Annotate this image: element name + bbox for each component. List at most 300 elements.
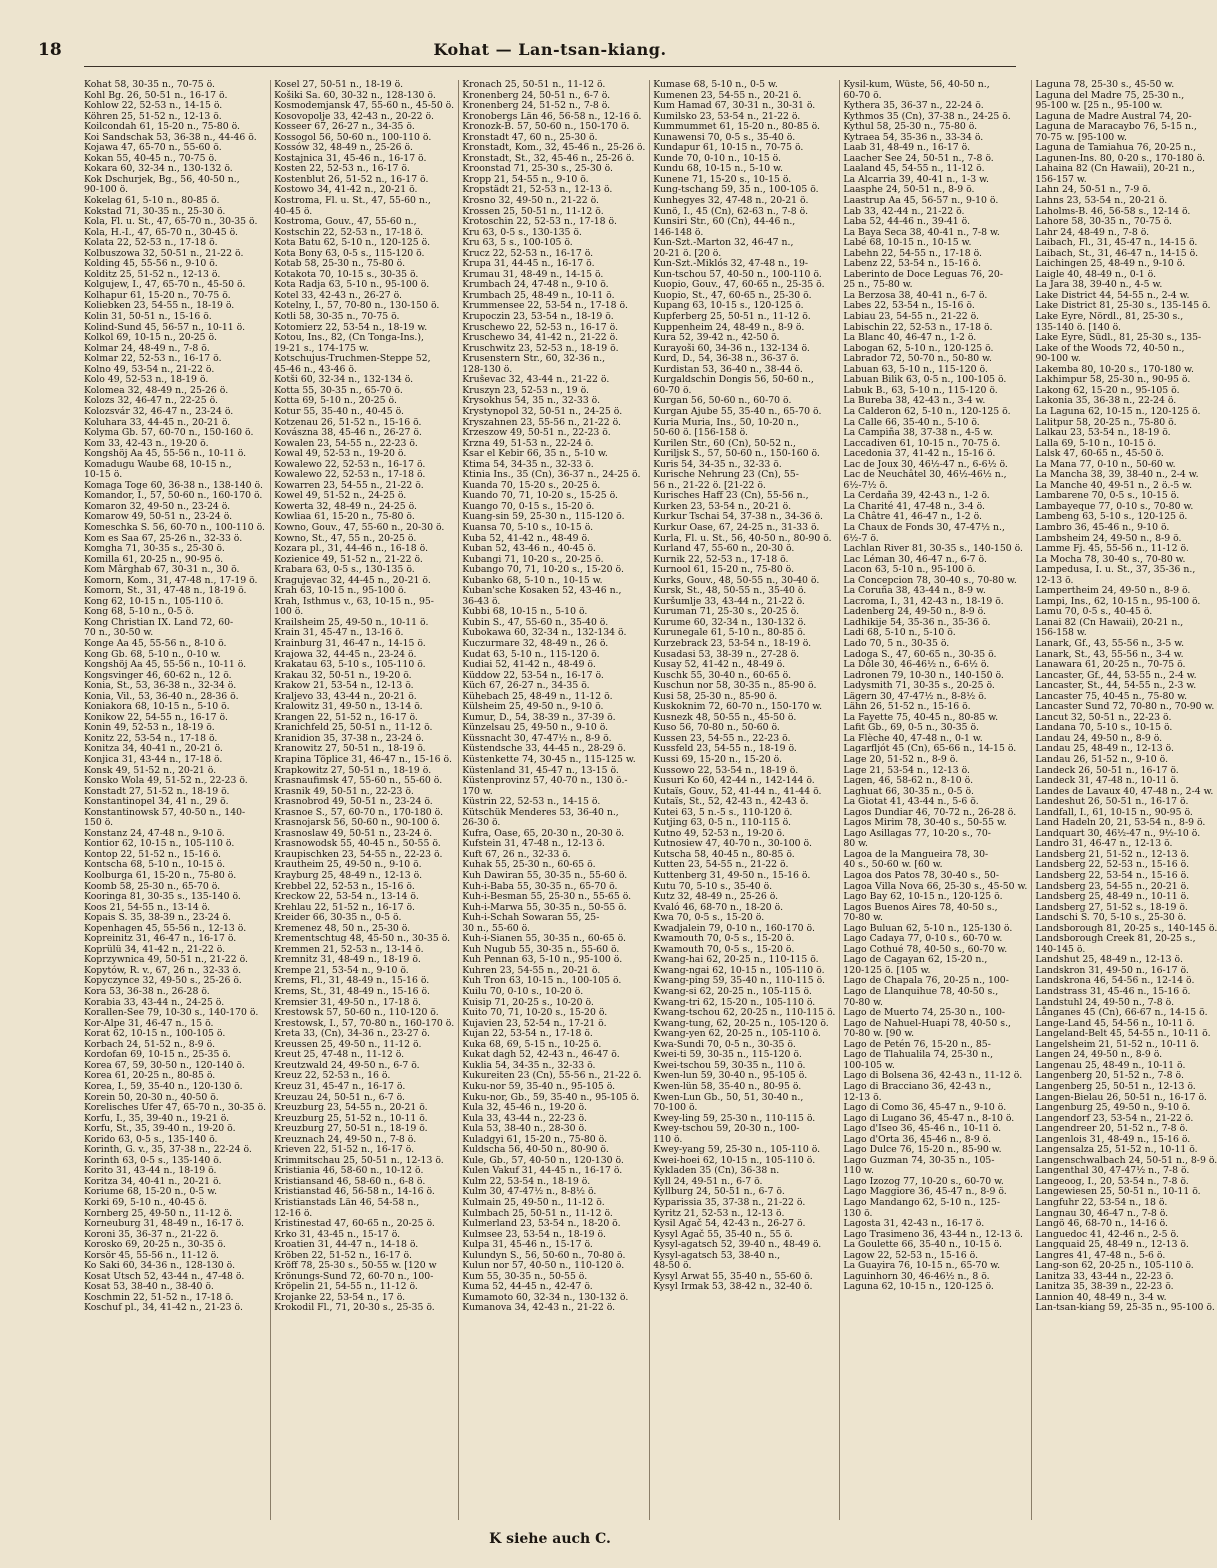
index-entry: Kuku-nor 59, 35-40 n., 95-105 ö. xyxy=(462,1080,616,1092)
index-entry: Kotschujus-Truchmen-Steppe 52, xyxy=(274,353,431,365)
index-entry: Konstantinopel 34, 41 n., 29 ö. xyxy=(84,796,229,808)
index-entry: Kusi 58, 25-30 n., 85-90 ö. xyxy=(653,690,778,702)
index-entry: 70-100 ö. xyxy=(653,1102,698,1114)
index-entry: Kolo 49, 52-53 n., 18-19 ö. xyxy=(84,374,209,386)
index-entry: 56 n., 21-22 ö. [21-22 ö. xyxy=(653,479,766,491)
index-entry: Krasnobrod 49, 50-51 n., 23-24 ö. xyxy=(274,796,433,808)
index-entry: Lago Buluan 62, 5-10 n., 125-130 ö. xyxy=(843,922,1013,934)
index-entry: Kysyl Irmak 53, 38-42 n., 32-40 ö. xyxy=(653,1281,813,1293)
index-entry: Koluhara 33, 44-45 n., 20-21 ö. xyxy=(84,416,231,428)
index-entry: Kulmbach 25, 50-51 n., 11-12 ö. xyxy=(462,1207,613,1219)
index-entry: Lago di Bracciano 36, 42-43 n., xyxy=(843,1080,992,1092)
index-entry: Krah, Isthmus v., 63, 10-15 n., 95- xyxy=(274,595,434,607)
index-entry: Kruschewo 22, 52-53 n., 16-17 ö. xyxy=(462,321,619,333)
index-column xyxy=(84,80,266,1520)
index-entry: Lalla 69, 5-10 n., 10-15 ö. xyxy=(1035,437,1157,449)
index-entry: 12-13 ö. xyxy=(1035,574,1074,586)
index-entry: Landsberg 22, 52-53 n., 15-16 ö. xyxy=(1035,859,1190,871)
index-entry: Kuanda 70, 15-20 s., 20-25 ö. xyxy=(462,479,601,491)
index-entry: Kussen 23, 54-55 n., 22-23 ö. xyxy=(653,732,791,744)
index-entry: Kula 53, 38-40 n., 28-30 ö. xyxy=(462,1123,587,1135)
index-entry: Kongshöj Aa 45, 55-56 n., 10-11 ö. xyxy=(84,659,247,671)
index-entry: Langenthal 30, 47-47½ n., 7-8 ö. xyxy=(1035,1165,1190,1177)
index-entry: Kom Mârghab 67, 30-31 n., 30 ö. xyxy=(84,564,240,576)
index-entry: Küstrin 22, 52-53 n., 14-15 ö. xyxy=(462,796,601,808)
index-entry: La Chaux de Fonds 30, 47-47½ n., xyxy=(843,521,1005,533)
index-entry: Lancut 32, 50-51 n., 22-23 ö. xyxy=(1035,711,1172,723)
index-entry: Kussowo 22, 53-54 n., 18-19 ö. xyxy=(653,764,799,776)
index-entry: Korneuburg 31, 48-49 n., 16-17 ö. xyxy=(84,1218,244,1230)
index-entry: Kowarren 23, 54-55 n., 21-22 ö. xyxy=(274,479,424,491)
index-entry: Landsberg 21, 51-52 n., 12-13 ö. xyxy=(1035,848,1190,860)
index-entry: Laguna del Madre 75, 25-30 n., xyxy=(1035,89,1185,101)
index-entry: Kozara pl., 31, 44-46 n., 16-18 ö. xyxy=(274,543,429,555)
index-entry: Kolyma Gb. 57, 60-70 n., 150-160 ö. xyxy=(84,427,254,439)
index-entry: La Calderon 62, 5-10 n., 120-125 ö. xyxy=(843,405,1011,417)
index-entry: Laibach, Fl., 31, 45-47 n., 14-15 ö. xyxy=(1035,237,1198,249)
index-entry: Langenberg 20, 51-52 n., 7-8 ö. xyxy=(1035,1070,1184,1082)
index-entry: Kuito 70, 71, 10-20 s., 15-20 ö. xyxy=(462,1007,608,1019)
index-entry: Lambsheim 24, 49-50 n., 8-9 ö. xyxy=(1035,532,1182,544)
index-entry: Labé 68, 10-15 n., 10-15 w. xyxy=(843,237,972,249)
index-entry: Kosseer 67, 26-27 n., 34-35 ö. xyxy=(274,121,415,133)
index-entry: Kohat 58, 30-35 n., 70-75 ö. xyxy=(84,79,216,90)
index-entry: Kreutzwald 24, 49-50 n., 6-7 ö. xyxy=(274,1059,420,1071)
index-entry: Kowalewo 22, 52-53 n., 17-18 ö. xyxy=(274,469,426,481)
index-entry: Kythera 35, 36-37 n., 22-24 ö. xyxy=(843,100,984,112)
index-entry: Kulmain 25, 49-50 n., 11-12 ö. xyxy=(462,1196,605,1208)
index-entry: Langen-Bielau 26, 50-51 n., 16-17 ö. xyxy=(1035,1091,1207,1103)
index-entry: La Mocha 78, 30-40 s., 70-80 w. xyxy=(1035,553,1186,565)
index-entry: Krossen 25, 50-51 n., 11-12 ö. xyxy=(462,205,604,217)
index-entry: Kotši 60, 32-34 n., 132-134 ö. xyxy=(274,374,414,386)
index-entry: Kohl Bg. 26, 50-51 n., 16-17 ö. xyxy=(84,89,228,101)
index-entry: Lagoa Villa Nova 66, 25-30 s., 45-50 w. xyxy=(843,880,1028,892)
index-entry: Kosel 27, 50-51 n., 18-19 ö. xyxy=(274,79,404,90)
index-entry: Kokstad 71, 30-35 n., 25-30 ö. xyxy=(84,205,226,217)
index-entry: Kremenez 48, 50 n., 25-30 ö. xyxy=(274,922,411,934)
index-entry: Lan-tsan-kiang 59, 25-35 n., 95-100 ö. xyxy=(1035,1302,1215,1314)
index-entry: Landstrass 31, 45-46 n., 15-16 ö. xyxy=(1035,986,1191,998)
index-entry: Kysyl-agatsch 52, 39-40 n., 48-49 ö. xyxy=(653,1239,822,1251)
index-entry: Kutjing 63, 0-5 n., 110-115 ö. xyxy=(653,817,792,829)
index-entry: Lagoa de la Mangueira 78, 30- xyxy=(843,848,989,860)
index-entry: Lago Dulce 76, 15-20 n., 85-90 w. xyxy=(843,1144,1002,1156)
index-entry: Labenz 22, 53-54 n., 15-16 ö. xyxy=(843,258,981,270)
index-entry: Labogan 62, 5-10 n., 120-125 ö. xyxy=(843,342,994,354)
index-entry: Küddow 22, 53-54 n., 16-17 ö. xyxy=(462,669,604,681)
index-entry: Korido 63, 0-5 s., 135-140 ö. xyxy=(84,1133,218,1145)
index-entry: Kreuz 22, 52-53 n., 16 ö. xyxy=(274,1070,391,1082)
index-entry: Kurkur Oase, 67, 24-25 n., 31-33 ö. xyxy=(653,521,820,533)
index-entry: Lähn 26, 51-52 n., 15-16 ö. xyxy=(843,701,971,713)
index-entry: Lacroma, I., 31, 42-43 n., 18-19 ö. xyxy=(843,595,1004,607)
index-entry: Kostroma, Fl. u. St., 47, 55-60 n., xyxy=(274,195,431,207)
index-entry: Kuansa 70, 5-10 s., 10-15 ö. xyxy=(462,521,594,533)
index-entry: Kurks, Gouv., 48, 50-55 n., 30-40 ö. xyxy=(653,574,820,586)
index-entry: Kotta 69, 5-10 n., 20-25 ö. xyxy=(274,395,397,407)
index-entry: Kokelag 61, 5-10 n., 80-85 ö. xyxy=(84,195,220,207)
index-entry: Landstuhl 24, 49-50 n., 7-8 ö. xyxy=(1035,996,1175,1008)
index-entry: Lalsk 47, 60-65 n., 45-50 ö. xyxy=(1035,448,1164,460)
index-entry: Kolomea 32, 48-49 n., 25-26 ö. xyxy=(84,384,229,396)
index-entry: Lagunen-Ins. 80, 0-20 s., 170-180 ö. xyxy=(1035,152,1206,164)
index-entry: Långanes 45 (Cn), 66-67 n., 14-15 ö. xyxy=(1035,1007,1208,1019)
index-entry: Lange-Land 45, 54-56 n., 10-11 ö. xyxy=(1035,1017,1195,1029)
index-entry: Kwamouth 70, 0-5 s., 15-20 ö. xyxy=(653,943,795,955)
index-entry: Kukureiten 23 (Cn), 55-56 n., 21-22 ö. xyxy=(462,1070,642,1082)
index-entry: Kralowitz 31, 49-50 n., 13-14 ö. xyxy=(274,701,423,713)
index-entry: Land Hadeln 20, 21, 53-54 n., 8-9 ö. xyxy=(1035,817,1206,829)
index-entry: Lagos Mirim 78, 30-40 s., 50-55 w. xyxy=(843,817,1007,829)
index-entry: Kolmar 22, 52-53 n., 16-17 ö. xyxy=(84,353,222,365)
index-entry: Laghuat 66, 30-35 n., 0-5 ö. xyxy=(843,785,974,797)
index-entry: Langensalza 25, 51-52 n., 10-11 ö. xyxy=(1035,1144,1198,1156)
index-entry: La Cerdaña 39, 42-43 n., 1-2 ö. xyxy=(843,490,990,502)
index-entry: La Blanc 40, 46-47 n., 1-2 ö. xyxy=(843,332,977,344)
index-entry: Kreut 25, 47-48 n., 11-12 ö. xyxy=(274,1049,405,1061)
index-entry: Kokara 60, 32-34 n., 130-132 ö. xyxy=(84,163,233,175)
index-entry: Kronobergs Län 46, 56-58 n., 12-16 ö. xyxy=(462,110,642,122)
index-entry: Kremsier 31, 49-50 n., 17-18 ö. xyxy=(274,996,421,1008)
index-entry: Kwen-lün 58, 35-40 n., 80-95 ö. xyxy=(653,1080,802,1092)
index-entry: Krupoczin 23, 53-54 n., 18-19 ö. xyxy=(462,311,614,323)
index-entry: Kuopio, Gouv., 47, 60-65 n., 25-35 ö. xyxy=(653,279,825,291)
index-entry: Langendorf 23, 53-54 n., 21-22 ö. xyxy=(1035,1112,1194,1124)
index-entry: Kotzenau 26, 51-52 n., 15-16 ö. xyxy=(274,416,422,428)
index-entry: Lagoa dos Patos 78, 30-40 s., 50- xyxy=(843,870,999,882)
index-entry: Lacon 63, 5-10 n., 95-100 ö. xyxy=(843,564,976,576)
index-entry: La Coruña 38, 43-44 n., 8-9 w. xyxy=(843,585,986,597)
index-entry: Kurayoši 60, 34-36 n., 132-134 ö. xyxy=(653,342,810,354)
index-entry: Landschi S. 70, 5-10 s., 25-30 ö. xyxy=(1035,912,1187,924)
index-entry: Ko Saki 60, 34-36 n., 128-130 ö. xyxy=(84,1260,236,1272)
index-entry: La Mana 77, 0-10 n., 50-60 w. xyxy=(1035,458,1176,470)
index-entry: Kyritz 21, 52-53 n., 12-13 ö. xyxy=(653,1207,785,1219)
index-column xyxy=(649,80,835,1520)
index-entry: Krapkowitz 27, 50-51 n., 18-19 ö. xyxy=(274,764,432,776)
index-entry: Kumanova 34, 42-43 n., 21-22 ö. xyxy=(462,1302,616,1314)
index-entry: Kutno 49, 52-53 n., 19-20 ö. xyxy=(653,827,785,839)
index-entry: Krain 31, 45-47 n., 13-16 ö. xyxy=(274,627,404,639)
index-entry: La Bureba 38, 42-43 n., 3-4 w. xyxy=(843,395,986,407)
index-entry: Kuka 68, 69, 5-15 n., 10-25 ö. xyxy=(462,1038,602,1050)
index-entry: Koprülü 34, 41-42 n., 21-22 ö. xyxy=(84,943,226,955)
index-entry: Kreuz 31, 45-47 n., 16-17 ö. xyxy=(274,1080,406,1092)
index-entry: Kun-tschou 57, 40-50 n., 100-110 ö. xyxy=(653,268,822,280)
index-entry: Kutscha 58, 40-45 n., 80-85 ö. xyxy=(653,848,795,860)
index-entry: La Châtre 41, 46-47 n., 1-2 ö. xyxy=(843,511,983,523)
index-entry: Koniakora 68, 10-15 n., 5-10 ö. xyxy=(84,701,230,713)
index-entry: Laaland 45, 54-55 n., 11-12 ö. xyxy=(843,163,985,175)
index-entry: La Baya Seca 38, 40-41 n., 7-8 w. xyxy=(843,226,1000,238)
index-entry: Korito 31, 43-44 n., 18-19 ö. xyxy=(84,1165,217,1177)
index-entry: Kotomierz 22, 53-54 n., 18-19 w. xyxy=(274,321,428,333)
index-entry: Kowalen 23, 54-55 n., 22-23 ö. xyxy=(274,437,418,449)
index-entry: Kristiania 46, 58-60 n., 10-12 ö. xyxy=(274,1165,424,1177)
index-entry: Krapina Töplice 31, 46-47 n., 15-16 ö. xyxy=(274,754,452,765)
index-entry: Krems, Fl., 31, 48-49 n., 15-16 ö. xyxy=(274,975,430,987)
index-entry: La Concepcion 78, 30-40 s., 70-80 w. xyxy=(843,574,1017,586)
index-entry: Konstantinowsk 57, 40-50 n., 140- xyxy=(84,806,246,818)
index-entry: Kooringa 81, 30-35 s., 135-140 ö. xyxy=(84,891,241,903)
index-entry: Kreuzburg 27, 50-51 n., 18-19 ö. xyxy=(274,1123,428,1135)
index-entry: Kufra, Oase, 65, 20-30 n., 20-30 ö. xyxy=(462,827,625,839)
index-entry: Kulpa 31, 45-46 n., 15-17 ö. xyxy=(462,1239,593,1251)
index-entry: Kosten 22, 52-53 n., 16-17 ö. xyxy=(274,163,410,175)
index-entry: Lamu 70, 0-5 s., 40-45 ö. xyxy=(1035,606,1153,618)
index-entry: Kontop 22, 51-52 n., 15-16 ö. xyxy=(84,848,222,860)
index-entry: Kurische Nehrung 23 (Cn), 55- xyxy=(653,469,799,481)
index-entry: Lampi, Ins., 62, 10-15 n., 95-100 ö. xyxy=(1035,595,1201,607)
index-entry: Kranichfeld 25, 50-51 n., 11-12 ö. xyxy=(274,722,433,734)
index-entry: Kostschin 22, 52-53 n., 17-18 ö. xyxy=(274,226,424,238)
index-entry: Lagarfljót 45 (Cn), 65-66 n., 14-15 ö. xyxy=(843,743,1017,755)
index-entry: Krabara 63, 0-5 s., 130-135 ö. xyxy=(274,564,415,576)
index-entry: Kolgujew, I., 47, 65-70 n., 45-50 ö. xyxy=(84,279,246,291)
index-entry: Krehlau 22, 51-52 n., 16-17 ö. xyxy=(274,901,415,913)
index-entry: Kuppenheim 24, 48-49 n., 8-9 ö. xyxy=(653,321,805,333)
index-entry: Lambro 36, 45-46 n., 9-10 ö. xyxy=(1035,521,1170,533)
index-entry: Langres 41, 47-48 n., 5-6 ö. xyxy=(1035,1249,1166,1261)
index-entry: Kubango 70, 71, 10-20 s., 15-20 ö. xyxy=(462,564,624,576)
index-entry: Kurgan Ajube 55, 35-40 n., 65-70 ö. xyxy=(653,405,822,417)
index-entry: Kupang 63, 10-15 s., 120-125 ö. xyxy=(653,300,804,312)
index-entry: Kostowo 34, 41-42 n., 20-21 ö. xyxy=(274,184,418,196)
index-entry: Langquaid 25, 48-49 n., 12-13 ö. xyxy=(1035,1239,1189,1251)
index-entry: Laichingen 25, 48-49 n., 9-10 ö. xyxy=(1035,258,1186,270)
index-entry: Kurkur Tschai 54, 37-38 n., 34-36 ö. xyxy=(653,511,823,523)
index-entry: Kuh Tron 63, 10-15 n., 100-105 ö. xyxy=(462,975,622,987)
index-entry: Krusenstern Str., 60, 32-36 n., xyxy=(462,353,606,365)
index-entry: Lachlan River 81, 30-35 s., 140-150 ö. xyxy=(843,543,1023,555)
index-entry: Lakonia 35, 36-38 n., 22-24 ö. xyxy=(1035,395,1177,407)
index-column xyxy=(839,80,1027,1520)
index-entry: Laigle 40, 48-49 n., 0-1 ö. xyxy=(1035,268,1157,280)
index-entry: Lago de Chapala 76, 20-25 n., 100- xyxy=(843,975,1009,987)
index-entry: Krayburg 25, 48-49 n., 12-13 ö. xyxy=(274,870,423,882)
index-entry: Kruševac 32, 43-44 n., 21-22 ö. xyxy=(462,374,610,386)
index-entry: Koritza 34, 40-41 n., 20-21 ö. xyxy=(84,1175,222,1187)
index-entry: Lancaster, St., 44, 54-55 n., 2-3 w. xyxy=(1035,680,1197,692)
index-entry: Langenau 25, 48-49 n., 10-11 ö. xyxy=(1035,1059,1186,1071)
index-column xyxy=(458,80,645,1520)
index-entry: Köhren 25, 51-52 n., 12-13 ö. xyxy=(84,110,222,122)
index-entry: Landsberg 25, 48-49 n., 10-11 ö. xyxy=(1035,891,1190,903)
index-entry: Kostenblut 26, 51-52 n., 16-17 ö. xyxy=(274,173,429,185)
index-entry: Lake of the Woods 72, 40-50 n., xyxy=(1035,342,1185,354)
index-entry: Langewiesen 25, 50-51 n., 10-11 ö. xyxy=(1035,1186,1201,1198)
index-entry: Kreuznach 24, 49-50 n., 7-8 ö. xyxy=(274,1133,417,1145)
index-entry: Lancaster, Gf., 44, 53-55 n., 2-4 w. xyxy=(1035,669,1197,681)
index-entry: Kurgan 56, 50-60 n., 60-70 ö. xyxy=(653,395,792,407)
index-entry: Labuan 63, 5-10 n., 115-120 ö. xyxy=(843,363,988,375)
index-entry: 70-80 w. xyxy=(843,912,883,924)
index-entry: Kronstadt 47, 60 n., 25-30 ö. xyxy=(462,131,598,143)
index-entry: 70-80 w. xyxy=(843,996,883,1008)
index-entry: Kuisip 71, 20-25 s., 10-20 ö. xyxy=(462,996,594,1008)
index-entry: Krasnoslaw 49, 50-51 n., 23-24 ö. xyxy=(274,827,433,839)
index-entry: Lagow 22, 52-53 n., 15-16 ö. xyxy=(843,1249,979,1261)
index-entry: 20-21 ö. [20 ö. xyxy=(653,247,722,259)
index-entry: Kuh Pennan 63, 5-10 n., 95-100 ö. xyxy=(462,954,623,966)
index-entry: Korinth 63, 0-5 s., 135-140 ö. xyxy=(84,1154,222,1166)
index-entry: Komaron 32, 49-50 n., 23-24 ö. xyxy=(84,500,231,512)
index-entry: Lahr 24, 48-49 n., 7-8 ö. xyxy=(1035,226,1150,238)
index-entry: Lago d'Orta 36, 45-46 n., 8-9 ö. xyxy=(843,1133,992,1145)
index-entry: Kulundyn S., 56, 50-60 n., 70-80 ö. xyxy=(462,1249,626,1261)
index-entry: Kraljevo 33, 43-44 n., 20-21 ö. xyxy=(274,690,417,702)
index-column xyxy=(270,80,454,1520)
index-entry: Labuan Bilik 63, 0-5 n., 100-105 ö. xyxy=(843,374,1007,386)
index-entry: Krupa 31, 44-45 n., 16-17 ö. xyxy=(462,258,595,270)
index-entry: Koilcondah 61, 15-20 n., 75-80 ö. xyxy=(84,121,240,133)
index-entry: Krzeszow 49, 50-51 n., 22-23 ö. xyxy=(462,427,611,439)
index-entry: Kotur 55, 35-40 n., 40-45 ö. xyxy=(274,405,404,417)
index-entry: Lago Trasimeno 36, 43-44 n., 12-13 ö. xyxy=(843,1228,1023,1240)
index-entry: Krasnojarsk 56, 50-60 n., 90-100 ö. xyxy=(274,817,440,829)
index-entry: Kuma 52, 44-45 n., 42-47 ö. xyxy=(462,1281,593,1293)
index-entry: Langendreer 20, 51-52 n., 7-8 ö. xyxy=(1035,1123,1188,1135)
index-entry: 150 ö. xyxy=(84,817,114,829)
index-entry: Kolno 49, 53-54 n., 21-22 ö. xyxy=(84,363,215,375)
index-entry: Lampertheim 24, 49-50 n., 8-9 ö. xyxy=(1035,585,1191,597)
index-entry: Lago Izozog 77, 10-20 s., 60-70 w. xyxy=(843,1175,1004,1187)
index-entry: Landfall, I., 61, 10-15 n., 90-95 ö. xyxy=(1035,806,1193,818)
index-entry: Lanai 82 (Cn Hawaii), 20-21 n., xyxy=(1035,616,1184,628)
index-entry: 12-13 ö. xyxy=(843,1091,882,1103)
index-entry: Kuskoknim 72, 60-70 n., 150-170 w. xyxy=(653,701,823,713)
index-entry: Lake District 44, 54-55 n., 2-4 w. xyxy=(1035,289,1190,301)
index-entry: Landsborough 81, 20-25 s., 140-145 ö. xyxy=(1035,922,1217,934)
index-entry: Lahaina 82 (Cn Hawaii), 20-21 n., xyxy=(1035,163,1195,175)
index-entry: Kuriljsk S., 57, 50-60 n., 150-160 ö. xyxy=(653,448,820,460)
index-entry: Kubangi 71, 10-20 s., 20-25 ö. xyxy=(462,553,604,565)
index-entry: Kolind-Sund 45, 56-57 n., 10-11 ö. xyxy=(84,321,246,333)
index-entry: Krasnoe S., 57, 60-70 n., 170-180 ö. xyxy=(274,806,444,818)
index-entry: Kundu 68, 10-15 n., 5-10 w. xyxy=(653,163,783,175)
index-entry: Kongsvinger 46, 60-62 n., 12 ö. xyxy=(84,669,232,681)
index-entry: Kossów 32, 48-49 n., 25-26 ö. xyxy=(274,142,413,154)
index-entry: Kuh-i-Marwa 55, 30-35 n., 50-55 ö. xyxy=(462,901,627,913)
index-entry: Koomb 58, 25-30 n., 65-70 ö. xyxy=(84,880,221,892)
index-entry: La Fayette 75, 40-45 n., 80-85 w. xyxy=(843,711,999,723)
index-entry: Lake Eyre, Nördl., 81, 25-30 s., xyxy=(1035,311,1184,323)
index-entry: Konitz 22, 53-54 n., 17-18 ö. xyxy=(84,732,218,744)
index-entry: Lafit Gb., 69, 0-5 n., 30-35 ö. xyxy=(843,722,979,734)
index-entry: Korfu, St., 35, 39-40 n., 19-20 ö. xyxy=(84,1123,236,1135)
index-entry: Langenburg 25, 49-50 n., 9-10 ö. xyxy=(1035,1102,1191,1114)
index-entry: 95-100 w. [25 n., 95-100 w. xyxy=(1035,100,1163,112)
index-entry: Lab 33, 42-44 n., 21-22 ö. xyxy=(843,205,965,217)
index-entry: Kubin S., 47, 55-60 n., 35-40 ö. xyxy=(462,616,609,628)
index-entry: Kütschük Menderes 53, 36-40 n., xyxy=(462,806,619,818)
index-entry: Kurisches Haff 23 (Cn), 55-56 n., xyxy=(653,490,809,502)
index-entry: Lago Bay 62, 10-15 n., 120-125 ö. xyxy=(843,891,1003,903)
index-entry: Kun-Szt.-Marton 32, 46-47 n., xyxy=(653,237,794,249)
index-entry: Košiki Sa. 60, 30-32 n., 128-130 ö. xyxy=(274,89,436,101)
index-entry: Kreussen 25, 49-50 n., 11-12 ö. xyxy=(274,1038,422,1050)
index-entry: Komandor, I., 57, 50-60 n., 160-170 ö. xyxy=(84,490,263,502)
index-entry: Kusadasi 53, 38-39 n., 27-28 ö. xyxy=(653,648,800,660)
index-entry: Kwen-Lun Gb., 50, 51, 30-40 n., xyxy=(653,1091,804,1103)
index-entry: Laguna de Maracaybo 76, 5-15 n., xyxy=(1035,121,1197,133)
index-entry: Kotta 55, 30-35 n., 65-70 ö. xyxy=(274,384,403,396)
index-entry: Lamme Fj. 45, 55-56 n., 11-12 ö. xyxy=(1035,543,1189,555)
index-entry: Krko 31, 43-45 n., 15-17 ö. xyxy=(274,1228,401,1240)
index-entry: Lado 70, 5 n., 30-35 ö. xyxy=(843,637,950,649)
index-entry: La Charité 41, 47-48 n., 3-4 ö. xyxy=(843,500,985,512)
index-entry: Ladoga S., 47, 60-65 n., 30-35 ö. xyxy=(843,648,997,660)
index-entry: Kutaïs, Gouv., 52, 41-44 n., 41-44 ö. xyxy=(653,785,822,797)
index-entry: Kwang-hai 62, 20-25 n., 110-115 ö. xyxy=(653,954,819,966)
index-entry: Kru 63, 5 s., 100-105 ö. xyxy=(462,237,573,249)
index-entry: Kyll 24, 49-51 n., 6-7 ö. xyxy=(653,1175,763,1187)
index-entry: Lago di Lugano 36, 45-47 n., 8-10 ö. xyxy=(843,1112,1015,1124)
index-entry: Kunhegyes 32, 47-48 n., 20-21 ö. xyxy=(653,195,809,207)
index-entry: Korelisches Ufer 47, 65-70 n., 30-35 ö. xyxy=(84,1102,267,1114)
index-entry: Laberinto de Doce Leguas 76, 20- xyxy=(843,268,1003,280)
index-entry: Landsberg 27, 51-52 s., 18-19 ö. xyxy=(1035,901,1188,913)
index-entry: Kowno, Gouv., 47, 55-60 n., 20-30 ö. xyxy=(274,521,445,533)
index-entry: Korein 50, 20-30 n., 40-50 ö. xyxy=(84,1091,219,1103)
index-entry: Küstendsche 33, 44-45 n., 28-29 ö. xyxy=(462,743,626,755)
index-entry: Kwey-yang 59, 25-30 n., 105-110 ö. xyxy=(653,1144,821,1156)
index-entry: Kwei-ti 59, 30-35 n., 115-120 ö. xyxy=(653,1049,802,1061)
index-entry: Kutnosiew 47, 40-70 n., 30-100 ö. xyxy=(653,838,812,850)
index-entry: Kwang-ngai 62, 10-15 n., 105-110 ö. xyxy=(653,964,825,976)
index-entry: Kysyl Arwat 55, 35-40 n., 55-60 ö. xyxy=(653,1270,813,1282)
index-entry: Kronozk-B. 57, 50-60 n., 150-170 ö. xyxy=(462,121,630,133)
index-entry: Langelsheim 21, 51-52 n., 10-11 ö. xyxy=(1035,1038,1199,1050)
index-entry: Korabia 33, 43-44 n., 24-25 ö. xyxy=(84,996,225,1008)
index-entry: Langeland-Belt 45, 54-55 n., 10-11 ö. xyxy=(1035,1028,1211,1040)
index-entry: Kuilu 70, 0-10 s., 10-20 ö. xyxy=(462,986,584,998)
index-entry: 110 w. xyxy=(843,1165,874,1177)
index-entry: Konitza 34, 40-41 n., 20-21 ö. xyxy=(84,743,223,755)
index-entry: Langenschwalbach 24, 50-51 n., 8-9 ö. xyxy=(1035,1154,1217,1166)
index-entry: Kropstädt 21, 52-53 n., 12-13 ö. xyxy=(462,184,613,196)
index-entry: Kuh Dawiran 55, 30-35 n., 55-60 ö. xyxy=(462,870,628,882)
index-entry: Kong 68, 5-10 n., 0-5 ö. xyxy=(84,606,194,618)
index-entry: Kotel 33, 42-43 n., 26-27 ö. xyxy=(274,289,403,301)
index-entry: Lago Cothué 78, 40-50 s., 60-70 w. xyxy=(843,943,1008,955)
index-entry: Kreuzburg 25, 51-52 n., 10-11 ö. xyxy=(274,1112,428,1124)
index-entry: Kruszyn 23, 52-53 n., 19 ö. xyxy=(462,384,589,396)
index-entry: Kurzebrack 23, 53-54 n., 18-19 ö. xyxy=(653,637,812,649)
index-entry: Lahn 24, 50-51 n., 7-9 ö. xyxy=(1035,184,1151,196)
index-entry: Kowerta 32, 48-49 n., 24-25 ö. xyxy=(274,500,417,512)
index-entry: Komaga Toge 60, 36-38 n., 138-140 ö. xyxy=(84,479,263,491)
index-entry: Kragujevac 32, 44-45 n., 20-21 ö. xyxy=(274,574,431,586)
index-entry: Kurilen Str., 60 (Cn), 50-52 n., xyxy=(653,437,796,449)
index-entry: Langenberg 25, 50-51 n., 12-13 ö. xyxy=(1035,1080,1196,1092)
index-entry: Laasphe 24, 50-51 n., 8-9 ö. xyxy=(843,184,975,196)
index-entry: Laba 52, 44-46 n., 39-41 ö. xyxy=(843,216,971,228)
index-entry: Korea 67, 59, 30-50 n., 120-140 ö. xyxy=(84,1059,245,1071)
index-entry: Krumbach 25, 48-49 n., 10-11 ö. xyxy=(462,289,615,301)
index-entry: Kristiansand 46, 58-60 n., 6-8 ö. xyxy=(274,1175,426,1187)
index-entry: Kopytów, R. v., 67, 26 n., 32-33 ö. xyxy=(84,964,242,976)
index-entry: Lago de Nahuel-Huapi 78, 40-50 s., xyxy=(843,1017,1011,1029)
index-entry: Labehn 22, 54-55 n., 17-18 ö. xyxy=(843,247,982,259)
index-entry: Lagosta 31, 42-43 n., 16-17 ö. xyxy=(843,1218,985,1230)
index-entry: Küssnacht 30, 47-47½ n., 8-9 ö. xyxy=(462,732,612,744)
index-entry: Kubbi 68, 10-15 n., 5-10 ö. xyxy=(462,606,588,618)
index-entry: Kwei-tschou 59, 30-35 n., 110 ö. xyxy=(653,1059,806,1071)
index-entry: Kronstadt, Kom., 32, 45-46 n., 25-26 ö. xyxy=(462,142,646,154)
index-entry: Külsheim 25, 49-50 n., 9-10 ö. xyxy=(462,701,604,713)
